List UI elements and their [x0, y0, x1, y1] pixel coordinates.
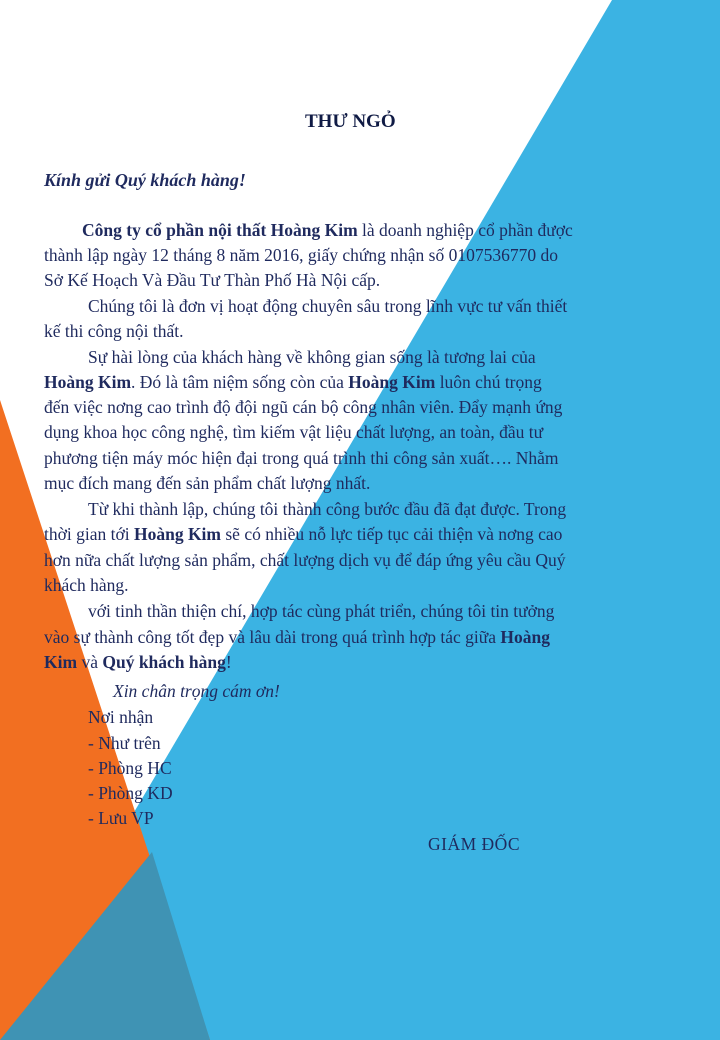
p5-line-3: Kim và Quý khách hàng!	[44, 652, 232, 672]
closing-thanks: Xin chân trọng cám ơn!	[113, 681, 280, 701]
p4-line-2: thời gian tới Hoàng Kim sẽ có nhiều nỗ lực tiếp tục cải thiện và nơng cao	[44, 524, 563, 544]
brand-hoang: Hoàng	[500, 627, 550, 647]
brand-name: Hoàng Kim	[348, 372, 436, 392]
p3-line-4: dụng khoa học công nghệ, tìm kiếm vật liệu chất lượng, an toàn, đầu tư	[44, 422, 544, 442]
brand-name: Hoàng Kim	[44, 372, 132, 392]
signature-title: GIÁM ĐỐC	[428, 834, 520, 854]
company-name: Công ty cổ phần nội thất Hoàng Kim	[82, 220, 358, 240]
recipient-item: - Như trên	[88, 733, 161, 753]
p3-line-6: mục đích mang đến sản phẩm chất lượng nhất.	[44, 473, 371, 493]
recipient-item: - Phòng KD	[88, 783, 173, 803]
p4-line-4: khách hàng.	[44, 575, 129, 595]
p3-line-5: phương tiện máy móc hiện đại trong quá trình thi công sản xuất…. Nhằm	[44, 448, 559, 468]
p4-line-3: hơn nữa chất lượng sản phẩm, chất lượng dịch vụ để đáp ứng yêu cầu Quý	[44, 550, 566, 570]
intro-line-3: Sở Kế Hoạch Và Đầu Tư Thàn Phố Hà Nội cấp.	[44, 270, 381, 290]
p5-line-1: với tinh thần thiện chí, hợp tác cùng phát triển, chúng tôi tin tưởng	[88, 601, 555, 621]
recipients-label: Nơi nhận	[88, 707, 154, 727]
letter-title: THƯ NGỎ	[305, 111, 396, 132]
p3-line-3: đến việc nơng cao trình độ đội ngũ cán bộ công nhân viên. Đẩy mạnh ứng	[44, 397, 563, 417]
intro-line-2: thành lập ngày 12 tháng 8 năm 2016, giấy chứng nhận số 0107536770 do	[44, 245, 558, 265]
greeting: Kính gửi Quý khách hàng!	[44, 170, 246, 190]
p5-line-2: vào sự thành công tốt đẹp và lâu dài trong quá trình hợp tác giữa Hoàng	[44, 627, 550, 647]
p4-line-1: Từ khi thành lập, chúng tôi thành công bước đầu đã đạt được. Trong	[88, 499, 567, 519]
brand-name: Hoàng Kim	[133, 524, 221, 544]
recipient-item: - Lưu VP	[88, 808, 154, 828]
intro-line-1: Công ty cổ phần nội thất Hoàng Kim là doanh nghiệp cổ phần được	[82, 220, 573, 240]
p2-line-1: Chúng tôi là đơn vị hoạt động chuyên sâu trong lĩnh vực tư vấn thiết	[88, 296, 568, 316]
customer-name: Quý khách hàng	[102, 652, 226, 672]
recipient-item: - Phòng HC	[88, 758, 172, 778]
p2-line-2: kế thi công nội thất.	[44, 321, 184, 341]
p3-line-2: Hoàng Kim. Đó là tâm niệm sống còn của Hoàng Kim luôn chú trọng	[44, 372, 542, 392]
p3-line-1: Sự hài lòng của khách hàng về không gian sống là tương lai của	[88, 347, 536, 367]
